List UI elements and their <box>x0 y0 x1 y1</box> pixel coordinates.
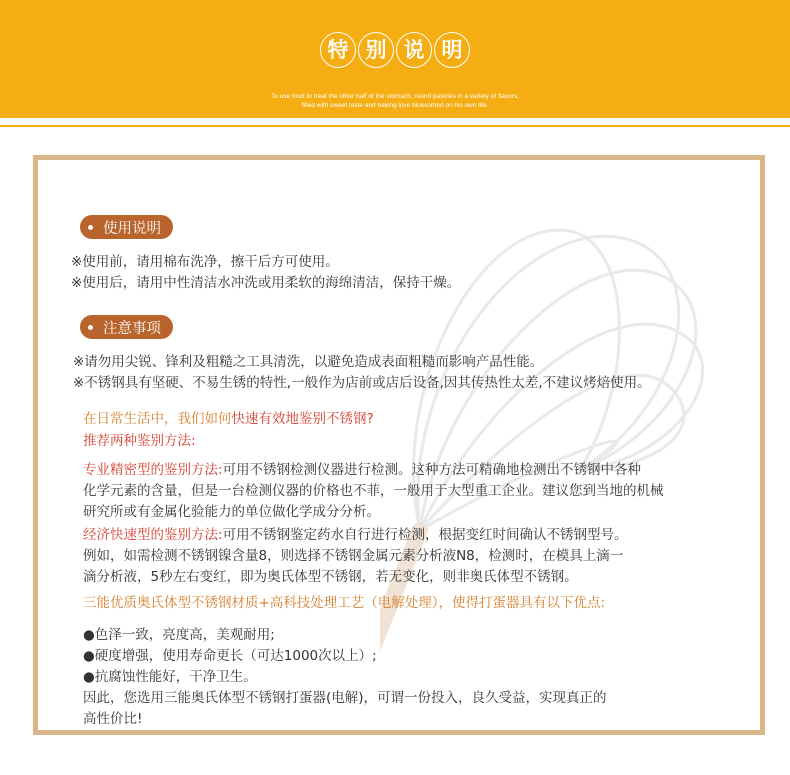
method1-label: 专业精密型的鉴别方法: <box>83 462 223 478</box>
usage-heading-label: 使用说明 <box>103 220 161 237</box>
method2-first-line <box>83 525 628 545</box>
advantage-item: ●硬度增强，使用寿命更长（可达1000次以上）; <box>83 648 377 664</box>
method1-line: 化学元素的含量，但是一台检测仪器的价格也不菲，一般用于大型重工企业。建议您到当地的机械 <box>83 483 664 499</box>
identify-question-highlight: 快速有效地鉴别不锈钢? <box>231 411 374 427</box>
title-char: 明 <box>434 32 470 68</box>
usage-line: ※使用后，请用中性清洁水冲洗或用柔软的海绵清洁，保持干燥。 <box>71 275 461 291</box>
bullet-icon <box>88 225 93 230</box>
method2-line: 可用不锈钢鉴定药水自行进行检测，根据变红时间确认不锈钢型号。 <box>222 527 628 543</box>
header-banner <box>0 0 790 118</box>
page-title <box>0 32 790 68</box>
usage-line: ※使用前，请用棉布洗净，擦干后方可使用。 <box>71 254 339 270</box>
instructions-card <box>33 155 765 735</box>
title-char: 别 <box>358 32 394 68</box>
bullet-icon <box>88 325 93 330</box>
advantages-heading: 三能优质奥氏体型不锈钢材质+高科技处理工艺（电解处理），使得打蛋器具有以下优点: <box>83 595 606 611</box>
method2-line: 滴分析液，5秒左右变红，即为奥氏体型不锈钢，若无变化，则非奥氏体型不锈钢。 <box>83 569 578 585</box>
subtitle-line: To use food to treat the other half of the stomach, round pastries in a variety of flavors, <box>271 93 519 100</box>
notes-heading-label: 注意事项 <box>103 320 161 337</box>
method2-label: 经济快速型的鉴别方法: <box>83 527 223 543</box>
conclusion-line: 因此，您选用三能奥氏体型不锈钢打蛋器(电解)，可谓一份投入，良久受益，实现真正的 <box>83 690 607 706</box>
notes-line: ※请勿用尖锐、锋利及粗糙之工具清洗，以避免造成表面粗糙而影响产品性能。 <box>73 354 544 370</box>
identify-question-prefix: 在日常生活中，我们如何 <box>83 411 232 427</box>
header-subtitle <box>0 92 790 110</box>
subtitle-line: filled with sweet taste and baking love blossomed on his own life. <box>301 102 489 109</box>
notes-line: ※不锈钢具有坚硬、不易生锈的特性,一般作为店前或店后设备,因其传热性太差,不建议烤焙使用。 <box>73 375 651 391</box>
advantage-item: ●色泽一致，亮度高，美观耐用; <box>83 627 275 643</box>
header-divider <box>0 125 790 127</box>
advantage-item: ●抗腐蚀性能好，干净卫生。 <box>83 669 257 685</box>
usage-heading <box>80 215 173 239</box>
method1-line: 可用不锈钢检测仪器进行检测。这种方法可精确地检测出不锈钢中各种 <box>222 462 642 478</box>
identify-methods-intro: 推荐两种鉴别方法: <box>83 433 196 449</box>
method1-first-line <box>83 460 641 480</box>
title-char: 特 <box>320 32 356 68</box>
conclusion-line: 高性价比! <box>83 711 143 727</box>
method1-line: 研究所或有金属化验能力的单位做化学成分分析。 <box>83 504 380 520</box>
method2-line: 例如，如需检测不锈钢镍含量8，则选择不锈钢金属元素分析液N8，检测时，在模具上滴一 <box>83 548 624 564</box>
identify-question <box>83 409 374 429</box>
whisk-watermark-icon <box>380 170 740 730</box>
title-char: 说 <box>396 32 432 68</box>
notes-heading <box>80 315 173 339</box>
